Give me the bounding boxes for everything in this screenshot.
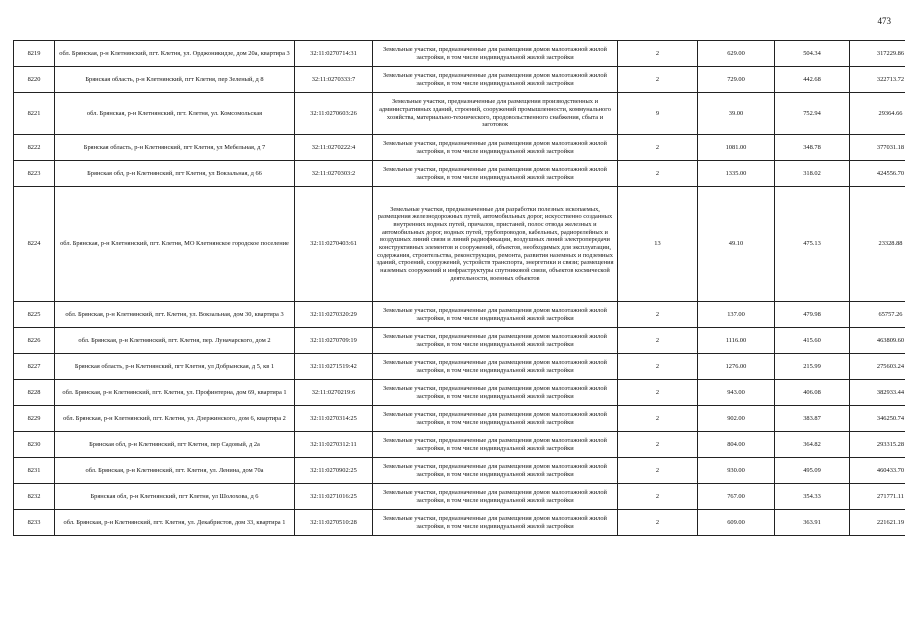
quantity-cell: 9 [618,93,698,135]
row-id-cell: 8233 [14,510,55,536]
table-row [14,484,905,510]
rate-cell: 495.09 [775,458,850,484]
address-cell: обл. Брянская, р-н Клетнянский, пгт. Клетня, ул. Ленина, дом 70а [55,458,295,484]
quantity-cell: 2 [618,484,698,510]
area-cell: 609.00 [698,510,775,536]
area-cell: 1116.00 [698,328,775,354]
address-cell: обл. Брянская, р-н Клетнянский, пгт. Клетня, МО Клетнянское городское поселение [55,187,295,302]
cadastral-number-cell: 32:11:0270603:26 [295,93,373,135]
total-value-cell: 382933.44 [850,380,905,406]
total-value-cell: 29364.66 [850,93,905,135]
row-id-cell: 8219 [14,41,55,67]
row-id-cell: 8228 [14,380,55,406]
quantity-cell: 2 [618,354,698,380]
cadastral-number-cell: 32:11:0271519:42 [295,354,373,380]
rate-cell: 415.60 [775,328,850,354]
total-value-cell: 463809.60 [850,328,905,354]
area-cell: 49.10 [698,187,775,302]
quantity-cell: 2 [618,432,698,458]
table-row [14,328,905,354]
rate-cell: 475.13 [775,187,850,302]
cadastral-number-cell: 32:11:0270320:29 [295,302,373,328]
cadastral-number-cell: 32:11:0270510:28 [295,510,373,536]
row-id-cell: 8229 [14,406,55,432]
land-purpose-cell: Земельные участки, предназначенные для разработки полезных ископаемых, размещения железнодорожных путей, автомобильных дорог, искусственно созданных внутренних водных путей, причалов, пристаней, полос отвода железных и автомобильных дорог, водных путей, трубопроводов, кабельных, радиорелейных и воздушных линий связи и линий радиофикации, воздушных линий электропередачи конструктивных элементов и сооружений, объектов, необходимых для эксплуатации, содержания, строительства, реконструкции, ремонта, развития наземных и подземных зданий, строений, сооружений, устройств транспорта, энергетики и связи; размещения наземных сооружений и инфраструктуры спутниковой связи, объектов космической деятельности, военных объектов [373,187,618,302]
row-id-cell: 8230 [14,432,55,458]
cadastral-number-cell: 32:11:0270312:11 [295,432,373,458]
land-purpose-cell: Земельные участки, предназначенные для размещения домов малоэтажной жилой застройки, в том числе индивидуальной жилой застройки [373,161,618,187]
table-row [14,458,905,484]
table-row [14,187,905,302]
address-cell: Брянская обл, р-н Клетнянский, пгт Клетня, ул Шолохова, д 6 [55,484,295,510]
land-purpose-cell: Земельные участки, предназначенные для размещения домов малоэтажной жилой застройки, в том числе индивидуальной жилой застройки [373,458,618,484]
quantity-cell: 2 [618,328,698,354]
land-purpose-cell: Земельные участки, предназначенные для размещения домов малоэтажной жилой застройки, в том числе индивидуальной жилой застройки [373,432,618,458]
address-cell: обл. Брянская, р-н Клетнянский, пгт. Клетня, пер. Луначарского, дом 2 [55,328,295,354]
area-cell: 39.00 [698,93,775,135]
total-value-cell: 322713.72 [850,67,905,93]
address-cell: обл. Брянская, р-н Клетнянский, пгт. Клетня, ул. Декабристов, дом 33, квартира 1 [55,510,295,536]
total-value-cell: 65757.26 [850,302,905,328]
address-cell: обл. Брянская, р-н Клетнянский, пгт. Клетня, ул. Комсомольская [55,93,295,135]
rate-cell: 442.68 [775,67,850,93]
cadastral-number-cell: 32:11:0270333:7 [295,67,373,93]
land-registry-table [13,40,905,536]
cadastral-number-cell: 32:11:0270303:2 [295,161,373,187]
land-purpose-cell: Земельные участки, предназначенные для размещения домов малоэтажной жилой застройки, в том числе индивидуальной жилой застройки [373,510,618,536]
table-row [14,406,905,432]
total-value-cell: 377031.18 [850,135,905,161]
land-purpose-cell: Земельные участки, предназначенные для размещения домов малоэтажной жилой застройки, в том числе индивидуальной жилой застройки [373,328,618,354]
table-row [14,135,905,161]
row-id-cell: 8221 [14,93,55,135]
quantity-cell: 2 [618,67,698,93]
rate-cell: 215.99 [775,354,850,380]
total-value-cell: 424556.70 [850,161,905,187]
address-cell: обл. Брянская, р-н Клетнянский, пгт. Клетня, ул. Вокзальная, дом 30, квартира 3 [55,302,295,328]
quantity-cell: 2 [618,510,698,536]
rate-cell: 406.08 [775,380,850,406]
area-cell: 930.00 [698,458,775,484]
total-value-cell: 346250.74 [850,406,905,432]
quantity-cell: 2 [618,406,698,432]
land-purpose-cell: Земельные участки, предназначенные для размещения производственных и административных зданий, строений, сооружений промышленности, коммунального хозяйства, материально-технического, продовольственного снабжения, сбыта и заготовок [373,93,618,135]
rate-cell: 354.33 [775,484,850,510]
total-value-cell: 275603.24 [850,354,905,380]
area-cell: 729.00 [698,67,775,93]
area-cell: 1335.00 [698,161,775,187]
area-cell: 804.00 [698,432,775,458]
land-purpose-cell: Земельные участки, предназначенные для размещения домов малоэтажной жилой застройки, в том числе индивидуальной жилой застройки [373,135,618,161]
area-cell: 767.00 [698,484,775,510]
cadastral-number-cell: 32:11:0270714:31 [295,41,373,67]
table-row [14,510,905,536]
rate-cell: 504.34 [775,41,850,67]
rate-cell: 318.02 [775,161,850,187]
row-id-cell: 8223 [14,161,55,187]
address-cell: обл. Брянская, р-н Клетнянский, пгт. Клетня, ул. Профинтерна, дом 69, квартира 1 [55,380,295,406]
cadastral-number-cell: 32:11:0270902:25 [295,458,373,484]
land-purpose-cell: Земельные участки, предназначенные для размещения домов малоэтажной жилой застройки, в том числе индивидуальной жилой застройки [373,41,618,67]
land-purpose-cell: Земельные участки, предназначенные для размещения домов малоэтажной жилой застройки, в том числе индивидуальной жилой застройки [373,406,618,432]
rate-cell: 348.78 [775,135,850,161]
table-row [14,302,905,328]
land-purpose-cell: Земельные участки, предназначенные для размещения домов малоэтажной жилой застройки, в том числе индивидуальной жилой застройки [373,67,618,93]
land-purpose-cell: Земельные участки, предназначенные для размещения домов малоэтажной жилой застройки, в том числе индивидуальной жилой застройки [373,380,618,406]
table-row [14,67,905,93]
cadastral-number-cell: 32:11:0270222:4 [295,135,373,161]
address-cell: Брянская обл, р-н Клетнянский, пгт Клетня, ул Вокзальная, д 66 [55,161,295,187]
table-row [14,380,905,406]
cadastral-number-cell: 32:11:0270403:61 [295,187,373,302]
table-row [14,41,905,67]
address-cell: Брянская обл, р-н Клетнянский, пгт Клетня, пер Садовый, д 2а [55,432,295,458]
quantity-cell: 2 [618,41,698,67]
row-id-cell: 8226 [14,328,55,354]
area-cell: 629.00 [698,41,775,67]
cadastral-number-cell: 32:11:0271016:25 [295,484,373,510]
address-cell: обл. Брянская, р-н Клетнянский, пгт. Клетня, ул. Орджоникидзе, дом 20а, квартира 3 [55,41,295,67]
address-cell: Брянская область, р-н Клетнянский, пгт Клетня, пер Зеленый, д 8 [55,67,295,93]
area-cell: 1276.00 [698,354,775,380]
row-id-cell: 8232 [14,484,55,510]
address-cell: обл. Брянская, р-н Клетнянский, пгт. Клетня, ул. Дзержинского, дом 6, квартира 2 [55,406,295,432]
table-row [14,161,905,187]
area-cell: 902.00 [698,406,775,432]
quantity-cell: 13 [618,187,698,302]
land-purpose-cell: Земельные участки, предназначенные для размещения домов малоэтажной жилой застройки, в том числе индивидуальной жилой застройки [373,484,618,510]
rate-cell: 479.98 [775,302,850,328]
cadastral-number-cell: 32:11:0270219:6 [295,380,373,406]
area-cell: 943.00 [698,380,775,406]
row-id-cell: 8224 [14,187,55,302]
cadastral-number-cell: 32:11:0270709:19 [295,328,373,354]
address-cell: Брянская область, р-н Клетнянский, пгт Клетня, ул Мебельная, д 7 [55,135,295,161]
rate-cell: 383.87 [775,406,850,432]
table-row [14,93,905,135]
row-id-cell: 8225 [14,302,55,328]
rate-cell: 363.91 [775,510,850,536]
total-value-cell: 317229.86 [850,41,905,67]
total-value-cell: 293315.28 [850,432,905,458]
row-id-cell: 8222 [14,135,55,161]
quantity-cell: 2 [618,458,698,484]
table-body [14,41,905,536]
cadastral-number-cell: 32:11:0270314:25 [295,406,373,432]
address-cell: Брянская область, р-н Клетнянский, пгт Клетня, ул Добрынская, д 5, кв 1 [55,354,295,380]
table-row [14,432,905,458]
row-id-cell: 8227 [14,354,55,380]
rate-cell: 364.82 [775,432,850,458]
total-value-cell: 460433.70 [850,458,905,484]
rate-cell: 752.94 [775,93,850,135]
row-id-cell: 8231 [14,458,55,484]
area-cell: 137.00 [698,302,775,328]
area-cell: 1081.00 [698,135,775,161]
row-id-cell: 8220 [14,67,55,93]
total-value-cell: 221621.19 [850,510,905,536]
table-row [14,354,905,380]
land-purpose-cell: Земельные участки, предназначенные для размещения домов малоэтажной жилой застройки, в том числе индивидуальной жилой застройки [373,302,618,328]
quantity-cell: 2 [618,135,698,161]
total-value-cell: 23328.88 [850,187,905,302]
land-purpose-cell: Земельные участки, предназначенные для размещения домов малоэтажной жилой застройки, в том числе индивидуальной жилой застройки [373,354,618,380]
quantity-cell: 2 [618,380,698,406]
page-number: 473 [877,16,891,26]
quantity-cell: 2 [618,161,698,187]
quantity-cell: 2 [618,302,698,328]
total-value-cell: 271771.11 [850,484,905,510]
